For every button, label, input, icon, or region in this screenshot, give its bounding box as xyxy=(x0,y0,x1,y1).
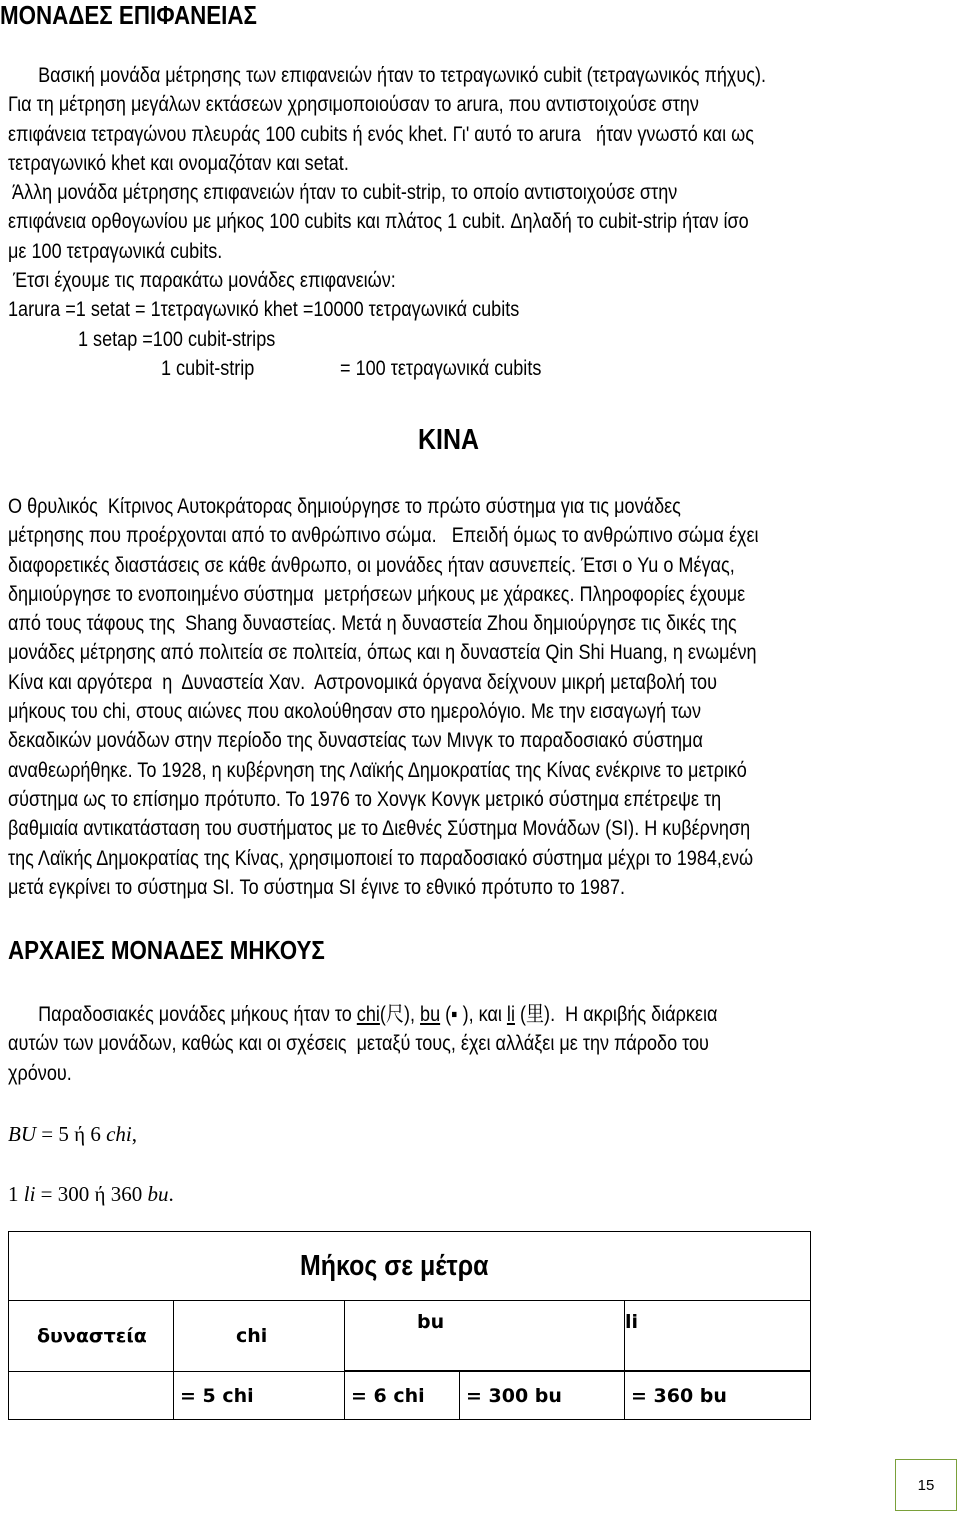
paragraph-surface-units-2: Άλλη μονάδα μέτρησης επιφανειών ήταν το cubit-strip, το οποίο αντιστοιχούσε στην επιφάνεια ορθογωνίου με μήκος 100 cubits και πλάτος 1 cubit. Δηλαδή το cubit-strip ήταν ίσο με 100 τετραγωνικά cubits. xyxy=(8,181,749,263)
header-li: li xyxy=(625,1301,811,1371)
table-row-value: = 360 bu xyxy=(625,1372,811,1420)
table-row-value: = 6 chi xyxy=(345,1372,460,1420)
paragraph-surface-units-3: Έτσι έχουμε τις παρακάτω μονάδες επιφανειών: 1arura =1 setat = 1τετραγωνικό khet =10000 τετραγωνικά cubits 1 setap =100 cubit-strips 1 cubit-strip = 100 τετραγωνικά cubits xyxy=(8,269,542,380)
paragraph-china: Ο θρυλικός Κίτρινος Αυτοκράτορας δημιούργησε το πρώτο σύστημα για τις μονάδες μέτρησης που προέρχονται από το ανθρώπινο σώμα. Επειδή όμως το ανθρώπινο σώμα έχει διαφορετικές διαστάσεις σε κάθε άνθρωπο, οι μονάδες ήταν ασυνεπείς. Έτσι ο Yu ο Μέγας, δημιούργησε το ενοποιημένο σύστημα μετρήσεων μήκους με χάρακες. Πληροφορίες έχουμε από τους τάφους της Shang δυναστείας. Μετά η δυναστεία Zhou δημιούργησε τις δικές της μονάδες μέτρησης από πολιτεία σε πολιτεία, όπως και η δυναστεία Qin Shi Huang, η ενωμένη Κίνα και αργότερα η Δυναστεία Χαν. Αστρονομικά όργανα δείχνουν μικρή μεταβολή του μήκους του chi, στους αιώνες που ακολούθησαν στο ημερολόγιο. Με την εισαγωγή των δεκαδικών μονάδων στην περίοδο της δυναστείας των Μινγκ το παραδοσιακό σύστημα αναθεωρήθηκε. Το 1928, η κυβέρνηση της Λαϊκής Δημοκρατίας της Κίνας ενέκρινε το μετρικό σύστημα ως το επίσημο πρότυπο. Το 1976 το Χονγκ Κονγκ μετρικό σύστημα επέτρεψε τη βαθμιαία αντικατάσταση του συστήματος με το Διεθνές Σύστημα Μονάδων (SI). Η κυβέρνηση της Λαϊκής Δημοκρατίας της Κίνας, χρησιμοποιεί το παραδοσιακό σύστημα μέχρι το 1984,ενώ μετά εγκρίνει το σύστημα SI. Το σύστημα SI έγινε το εθνικό πρότυπο το 1987. xyxy=(8,495,759,899)
paragraph-surface-units-1: Βασική μονάδα μέτρησης των επιφανειών ήταν το τετραγωνικό cubit (τετραγωνικός πήχυς). Για τη μέτρηση μεγάλων εκτάσεων χρησιμοποιούσαν το arura, που αντιστοιχούσε στην επιφάνεια τετραγώνου πλευράς 100 cubits ή ενός khet. Γι' αυτό το arura ήταν γνωστό και ως τετραγωνικό khet και ονομαζόταν και setat. xyxy=(8,64,767,175)
table-cell-empty xyxy=(9,1372,174,1420)
section-title-surface-units: ΜΟΝΑΔΕΣ ΕΠΙΦΑΝΕΙΑΣ xyxy=(0,0,257,30)
section-title-china: ΚΙΝΑ xyxy=(418,424,479,456)
formula-li: 1 li = 300 ή 360 bu. xyxy=(8,1182,174,1206)
header-chi: chi xyxy=(174,1301,345,1372)
section-title-ancient-length-units: ΑΡΧΑΙΕΣ ΜΟΝΑΔΕΣ ΜΗΚΟΥΣ xyxy=(8,935,325,965)
header-bu: bu xyxy=(345,1301,625,1371)
table-row-value: = 5 chi xyxy=(174,1372,345,1420)
table-title: Μήκος σε μέτρα xyxy=(9,1232,811,1301)
formula-bu: BU = 5 ή 6 chi, xyxy=(8,1122,137,1146)
page-number: 15 xyxy=(895,1459,957,1511)
paragraph-ancient-length-units: Παραδοσιακές μονάδες μήκους ήταν το chi(尺), bu (▪ ), και li (里). Η ακριβής διάρκεια αυτών των μονάδων, καθώς και οι σχέσεις μεταξύ τους, έχει αλλάξει με την πάροδο του χρόνου. xyxy=(8,1002,718,1085)
length-units-table xyxy=(8,1231,811,1420)
table-row-value: = 300 bu xyxy=(460,1372,625,1420)
header-dynasty: δυναστεία xyxy=(9,1301,174,1372)
